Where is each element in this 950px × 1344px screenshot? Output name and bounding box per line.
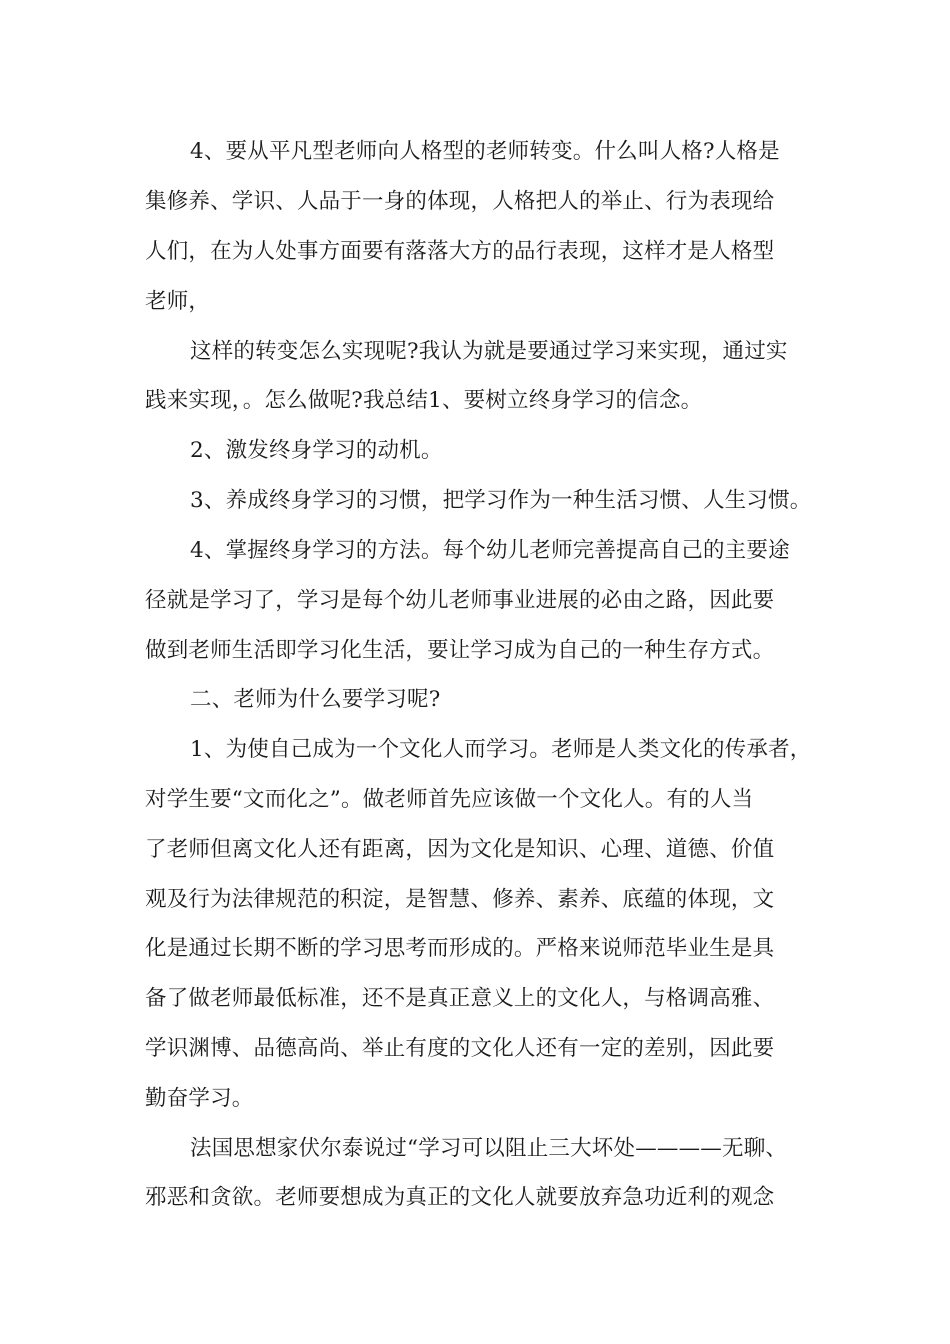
text-line: 邪恶和贪欲。老师要想成为真正的文化人就要放弃急功近利的观念 [145, 1185, 775, 1210]
text-line: 观及行为法律规范的积淀，是智慧、修养、素养、底蕴的体现，文 [145, 887, 775, 912]
text-line: 4、要从平凡型老师向人格型的老师转变。什么叫人格?人格是 [190, 139, 780, 164]
text-line: 备了做老师最低标准，还不是真正意义上的文化人，与格调高雅、 [145, 986, 775, 1011]
text-line: 二、老师为什么要学习呢? [190, 687, 441, 712]
text-line: 集修养、学识、人品于一身的体现，人格把人的举止、行为表现给 [145, 189, 775, 214]
text-line: 这样的转变怎么实现呢?我认为就是要通过学习来实现，通过实 [190, 339, 788, 364]
text-line: 践来实现，。怎么做呢?我总结1、要树立终身学习的信念。 [145, 388, 703, 413]
text-line: 2、激发终身学习的动机。 [190, 438, 443, 463]
text-line: 1、为使自己成为一个文化人而学习。老师是人类文化的传承者， [190, 737, 812, 762]
text-line: 法国思想家伏尔泰说过“学习可以阻止三大坏处————无聊、 [190, 1136, 788, 1161]
text-line: 人们，在为人处事方面要有落落大方的品行表现，这样才是人格型 [145, 239, 775, 264]
text-line: 勤奋学习。 [145, 1086, 254, 1111]
text-line: 3、养成终身学习的习惯，把学习作为一种生活习惯、人生习惯。 [190, 488, 812, 513]
text-line: 老师， [145, 289, 211, 314]
text-line: 径就是学习了，学习是每个幼儿老师事业进展的必由之路，因此要 [145, 588, 775, 613]
text-line: 学识渊博、品德高尚、举止有度的文化人还有一定的差别，因此要 [145, 1036, 775, 1061]
text-line: 4、掌握终身学习的方法。每个幼儿老师完善提高自己的主要途 [190, 538, 790, 563]
text-line: 做到老师生活即学习化生活，要让学习成为自己的一种生存方式。 [145, 638, 775, 663]
text-line: 了老师但离文化人还有距离，因为文化是知识、心理、道德、价值 [145, 837, 775, 862]
text-line: 化是通过长期不断的学习思考而形成的。严格来说师范毕业生是具 [145, 936, 775, 961]
text-line: 对学生要“文而化之”。做老师首先应该做一个文化人。有的人当 [145, 787, 754, 812]
